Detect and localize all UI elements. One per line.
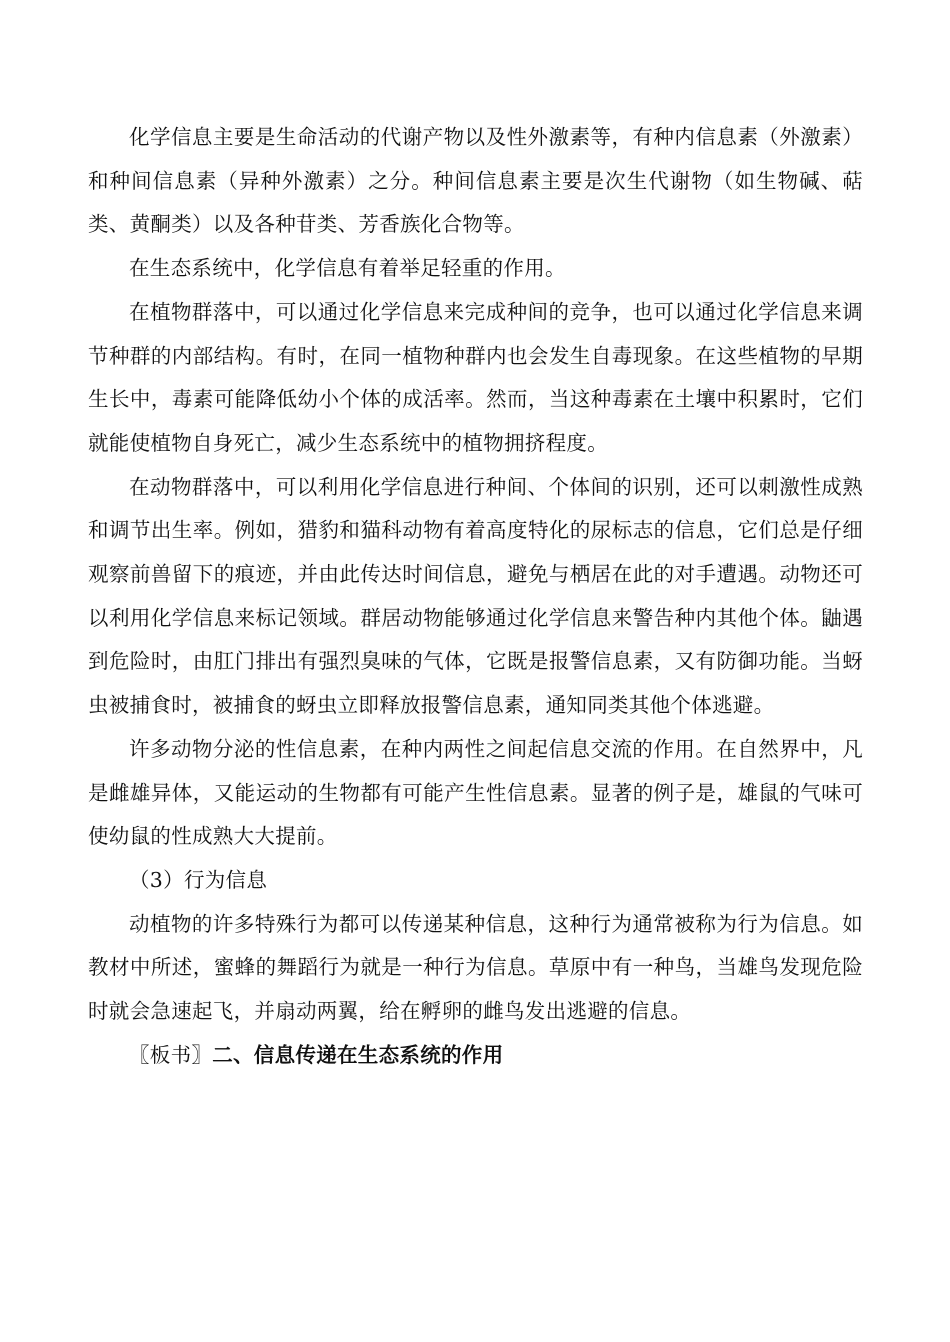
- board-line: [88, 1034, 863, 1078]
- board-label: 〖板书〗: [129, 1042, 213, 1067]
- subheading-behavior-info: （3）行为信息: [129, 867, 268, 892]
- board-heading: 二、信息传递在生态系统的作用: [212, 1042, 504, 1067]
- paragraph-chemical-role: 在生态系统中，化学信息有着举足轻重的作用。: [129, 256, 566, 281]
- paragraph-behavior-info: 动植物的许多特殊行为都可以传递某种信息，这种行为通常被称为行为信息。如教材中所述，蜜蜂的舞蹈行为就是一种行为信息。草原中有一种鸟，当雄鸟发现危险时就会急速起飞，并扇动两翼，给在孵卵的雌鸟发出逃避的信息。: [88, 911, 863, 1024]
- paragraph-sex-pheromone: 许多动物分泌的性信息素，在种内两性之间起信息交流的作用。在自然界中，凡是雌雄异体，又能运动的生物都有可能产生性信息素。显著的例子是，雄鼠的气味可使幼鼠的性成熟大大提前。: [88, 736, 863, 849]
- paragraph-plant-community: 在植物群落中，可以通过化学信息来完成种间的竞争，也可以通过化学信息来调节种群的内部结构。有时，在同一植物种群内也会发生自毒现象。在这些植物的早期生长中，毒素可能降低幼小个体的成活率。然而，当这种毒素在土壤中积累时，它们就能使植物自身死亡，减少生态系统中的植物拥挤程度。: [88, 299, 863, 455]
- paragraph-chemical-info: 化学信息主要是生命活动的代谢产物以及性外激素等，有种内信息素（外激素）和种间信息素（异种外激素）之分。种间信息素主要是次生代谢物（如生物碱、萜类、黄酮类）以及各种苷类、芳香族化合物等。: [88, 125, 863, 237]
- document-body: [88, 116, 863, 1077]
- paragraph-animal-community: 在动物群落中，可以利用化学信息进行种间、个体间的识别，还可以刺激性成熟和调节出生率。例如，猎豹和猫科动物有着高度特化的尿标志的信息，它们总是仔细观察前兽留下的痕迹，并由此传达时间信息，避免与栖居在此的对手遭遇。动物还可以利用化学信息来标记领域。群居动物能够通过化学信息来警告种内其他个体。鼬遇到危险时，由肛门排出有强烈臭味的气体，它既是报警信息素，又有防御功能。当蚜虫被捕食时，被捕食的蚜虫立即释放报警信息素，通知同类其他个体逃避。: [88, 474, 863, 718]
